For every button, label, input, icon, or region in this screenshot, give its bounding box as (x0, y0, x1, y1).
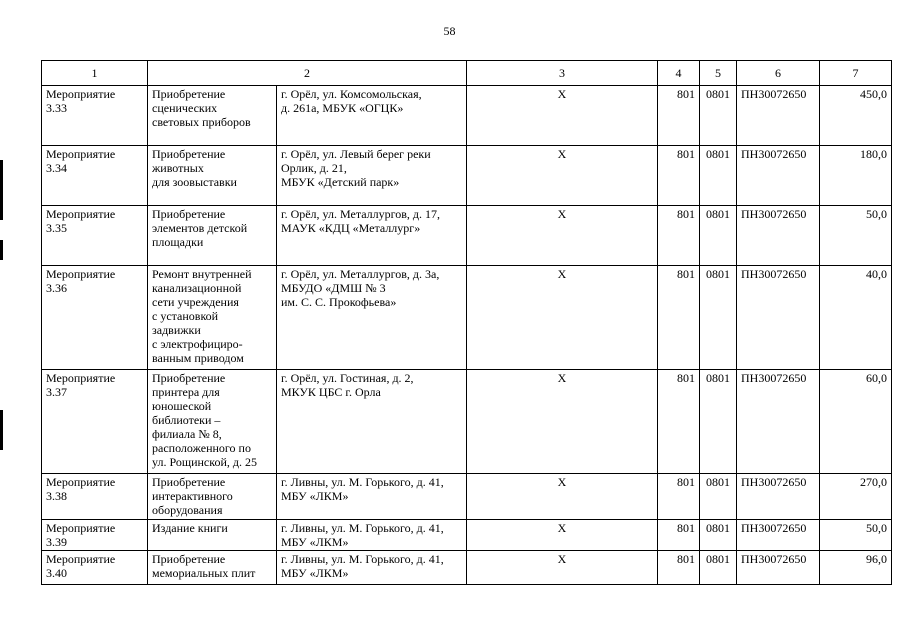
description-cell-line: Приобретение (152, 371, 226, 385)
description-cell-line: принтера для (152, 385, 220, 399)
description-cell-line: сценических (152, 101, 218, 115)
measure-cell-line: 3.39 (46, 535, 67, 549)
col4-cell: 801 (658, 86, 700, 146)
description-cell-line: Ремонт внутренней (152, 267, 252, 281)
col3-cell: Х (467, 206, 658, 266)
address-cell-line: г. Орёл, ул. Гостиная, д. 2, (281, 371, 414, 385)
address-cell-line: г. Орёл, ул. Металлургов, д. 17, (281, 207, 441, 221)
address-cell (277, 370, 467, 474)
measure-cell-line: Мероприятие (46, 371, 116, 385)
header-cell: 2 (148, 61, 467, 86)
header-cell: 6 (737, 61, 820, 86)
col5-cell: 0801 (700, 520, 737, 551)
address-cell (277, 266, 467, 370)
address-cell (277, 551, 467, 585)
header-cell: 5 (700, 61, 737, 86)
description-cell-line: оборудования (152, 503, 223, 517)
amount-cell: 60,0 (820, 370, 892, 474)
col3-cell: Х (467, 86, 658, 146)
address-cell-line: г. Ливны, ул. М. Горького, д. 41, (281, 521, 444, 535)
address-cell-line: г. Ливны, ул. М. Горького, д. 41, (281, 552, 444, 566)
col5-cell: 0801 (700, 266, 737, 370)
col4-cell: 801 (658, 474, 700, 520)
measure-cell-line: 3.34 (46, 161, 67, 175)
table-row (42, 266, 892, 370)
measure-cell-line: 3.36 (46, 281, 67, 295)
address-cell-line: г. Орёл, ул. Комсомольская, (281, 87, 422, 101)
measure-cell-line: 3.38 (46, 489, 67, 503)
description-cell (148, 86, 277, 146)
description-cell-line: филиала № 8, (152, 427, 222, 441)
measure-cell (42, 520, 148, 551)
description-cell-line: световых приборов (152, 115, 251, 129)
col5-cell: 0801 (700, 474, 737, 520)
description-cell-line: Приобретение (152, 207, 226, 221)
description-cell-line: ул. Рощинской, д. 25 (152, 455, 257, 469)
code-cell: ПН30072650 (737, 266, 820, 370)
address-cell (277, 474, 467, 520)
scan-edge-mark (0, 160, 3, 220)
scan-edge-mark (0, 410, 3, 450)
description-cell-line: сети учреждения (152, 295, 239, 309)
address-cell (277, 520, 467, 551)
description-cell-line: Приобретение (152, 147, 226, 161)
header-cell: 3 (467, 61, 658, 86)
table-row (42, 370, 892, 474)
address-cell (277, 206, 467, 266)
address-cell (277, 146, 467, 206)
amount-cell: 180,0 (820, 146, 892, 206)
col5-cell: 0801 (700, 206, 737, 266)
page-number: 58 (443, 24, 456, 38)
table-row (42, 520, 892, 551)
measure-cell (42, 474, 148, 520)
address-cell-line: МБУ «ЛКМ» (281, 566, 349, 580)
col4-cell: 801 (658, 370, 700, 474)
description-cell (148, 474, 277, 520)
description-cell-line: интерактивного (152, 489, 233, 503)
measure-cell-line: Мероприятие (46, 147, 116, 161)
description-cell-line: канализационной (152, 281, 242, 295)
description-cell-line: животных (152, 161, 204, 175)
description-cell (148, 370, 277, 474)
amount-cell: 50,0 (820, 206, 892, 266)
col5-cell: 0801 (700, 370, 737, 474)
col3-cell: Х (467, 370, 658, 474)
col4-cell: 801 (658, 146, 700, 206)
table-row (42, 474, 892, 520)
code-cell: ПН30072650 (737, 520, 820, 551)
code-cell: ПН30072650 (737, 206, 820, 266)
measure-cell-line: Мероприятие (46, 207, 116, 221)
description-cell-line: юношеской (152, 399, 212, 413)
header-cell: 7 (820, 61, 892, 86)
measure-cell-line: Мероприятие (46, 552, 116, 566)
address-cell-line: МБУ «ЛКМ» (281, 535, 349, 549)
header-row (42, 61, 892, 86)
description-cell (148, 520, 277, 551)
amount-cell: 96,0 (820, 551, 892, 585)
budget-table (41, 60, 892, 585)
measure-cell (42, 370, 148, 474)
col4-cell: 801 (658, 551, 700, 585)
address-cell-line: им. С. С. Прокофьева» (281, 295, 397, 309)
col4-cell: 801 (658, 266, 700, 370)
description-cell-line: задвижки (152, 323, 201, 337)
code-cell: ПН30072650 (737, 551, 820, 585)
col4-cell: 801 (658, 520, 700, 551)
table-row (42, 551, 892, 585)
amount-cell: 270,0 (820, 474, 892, 520)
measure-cell-line: Мероприятие (46, 87, 116, 101)
measure-cell-line: Мероприятие (46, 521, 116, 535)
table-body (42, 86, 892, 585)
address-cell-line: МАУК «КДЦ «Металлург» (281, 221, 421, 235)
amount-cell: 450,0 (820, 86, 892, 146)
description-cell-line: с установкой (152, 309, 219, 323)
description-cell (148, 551, 277, 585)
address-cell-line: Орлик, д. 21, (281, 161, 347, 175)
address-cell-line: г. Орёл, ул. Металлургов, д. 3а, (281, 267, 440, 281)
header-cell: 4 (658, 61, 700, 86)
address-cell-line: МБУ «ЛКМ» (281, 489, 349, 503)
amount-cell: 50,0 (820, 520, 892, 551)
description-cell-line: Издание книги (152, 521, 228, 535)
col5-cell: 0801 (700, 146, 737, 206)
address-cell-line: д. 261а, МБУК «ОГЦК» (281, 101, 404, 115)
measure-cell-line: 3.35 (46, 221, 67, 235)
header-cell: 1 (42, 61, 148, 86)
description-cell-line: библиотеки – (152, 413, 221, 427)
code-cell: ПН30072650 (737, 146, 820, 206)
measure-cell (42, 206, 148, 266)
measure-cell-line: 3.40 (46, 566, 67, 580)
description-cell-line: ванным приводом (152, 351, 244, 365)
measure-cell-line: 3.33 (46, 101, 67, 115)
description-cell (148, 266, 277, 370)
measure-cell-line: Мероприятие (46, 475, 116, 489)
description-cell-line: элементов детской (152, 221, 248, 235)
col3-cell: Х (467, 146, 658, 206)
description-cell-line: Приобретение (152, 87, 226, 101)
address-cell-line: МБУДО «ДМШ № 3 (281, 281, 386, 295)
description-cell-line: с электрофициро- (152, 337, 243, 351)
measure-cell (42, 551, 148, 585)
table-row (42, 86, 892, 146)
description-cell (148, 146, 277, 206)
description-cell-line: Приобретение (152, 552, 226, 566)
col3-cell: Х (467, 551, 658, 585)
scan-edge-mark (0, 240, 3, 260)
measure-cell (42, 146, 148, 206)
address-cell (277, 86, 467, 146)
description-cell-line: мемориальных плит (152, 566, 256, 580)
description-cell-line: расположенного по (152, 441, 251, 455)
measure-cell-line: 3.37 (46, 385, 67, 399)
col3-cell: Х (467, 474, 658, 520)
table-row (42, 206, 892, 266)
col5-cell: 0801 (700, 86, 737, 146)
address-cell-line: г. Ливны, ул. М. Горького, д. 41, (281, 475, 444, 489)
code-cell: ПН30072650 (737, 474, 820, 520)
address-cell-line: г. Орёл, ул. Левый берег реки (281, 147, 431, 161)
measure-cell (42, 266, 148, 370)
col3-cell: Х (467, 266, 658, 370)
code-cell: ПН30072650 (737, 370, 820, 474)
amount-cell: 40,0 (820, 266, 892, 370)
table-row (42, 146, 892, 206)
col3-cell: Х (467, 520, 658, 551)
address-cell-line: МКУК ЦБС г. Орла (281, 385, 381, 399)
measure-cell (42, 86, 148, 146)
description-cell-line: площадки (152, 235, 204, 249)
code-cell: ПН30072650 (737, 86, 820, 146)
description-cell-line: Приобретение (152, 475, 226, 489)
col5-cell: 0801 (700, 551, 737, 585)
description-cell-line: для зоовыставки (152, 175, 237, 189)
measure-cell-line: Мероприятие (46, 267, 116, 281)
address-cell-line: МБУК «Детский парк» (281, 175, 400, 189)
description-cell (148, 206, 277, 266)
col4-cell: 801 (658, 206, 700, 266)
